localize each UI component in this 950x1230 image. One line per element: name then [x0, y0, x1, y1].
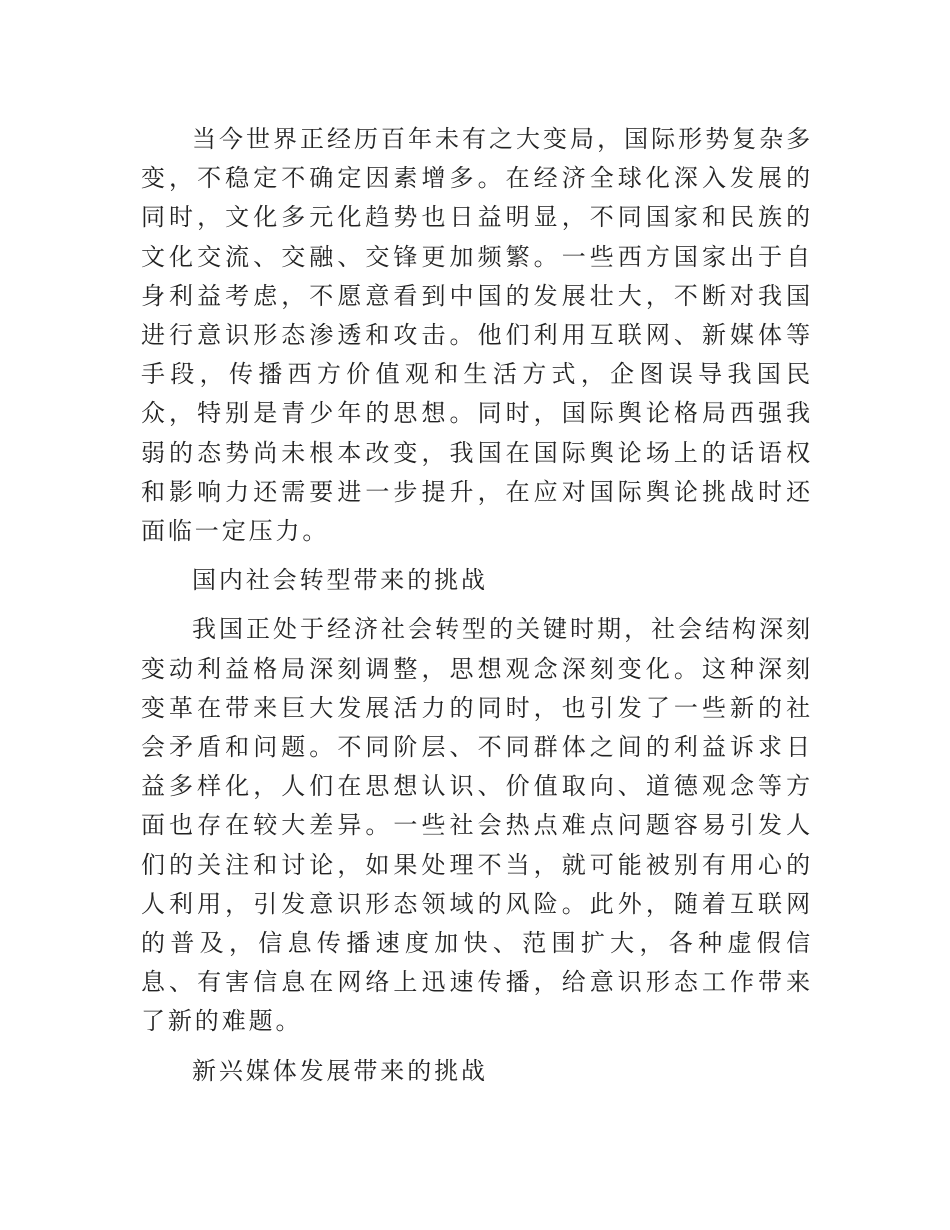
- section-heading-domestic-transition: 国内社会转型带来的挑战: [192, 566, 488, 595]
- paragraph-international-situation: 当今世界正经历百年未有之大变局，国际形势复杂多变，不稳定不确定因素增多。在经济全球化深入发展的同时，文化多元化趋势也日益明显，不同国家和民族的文化交流、交融、交锋更加频繁。一些西方国家出于自身利益考虑，不愿意看到中国的发展壮大，不断对我国进行意识形态渗透和攻击。他们利用互联网、新媒体等手段，传播西方价值观和生活方式，企图误导我国民众，特别是青少年的思想。同时，国际舆论格局西强我弱的态势尚未根本改变，我国在国际舆论场上的话语权和影响力还需要进一步提升，在应对国际舆论挑战时还面临一定压力。: [141, 125, 813, 546]
- paragraph-domestic-transition: 我国正处于经济社会转型的关键时期，社会结构深刻变动利益格局深刻调整，思想观念深刻变化。这种深刻变革在带来巨大发展活力的同时，也引发了一些新的社会矛盾和问题。不同阶层、不同群体之间的利益诉求日益多样化，人们在思想认识、价值取向、道德观念等方面也存在较大差异。一些社会热点难点问题容易引发人们的关注和讨论，如果处理不当，就可能被别有用心的人利用，引发意识形态领域的风险。此外，随着互联网的普及，信息传播速度加快、范围扩大，各种虚假信息、有害信息在网络上迅速传播，给意识形态工作带来了新的难题。: [141, 615, 813, 1036]
- document-body: [141, 120, 813, 1101]
- section-heading-new-media: 新兴媒体发展带来的挑战: [192, 1056, 488, 1085]
